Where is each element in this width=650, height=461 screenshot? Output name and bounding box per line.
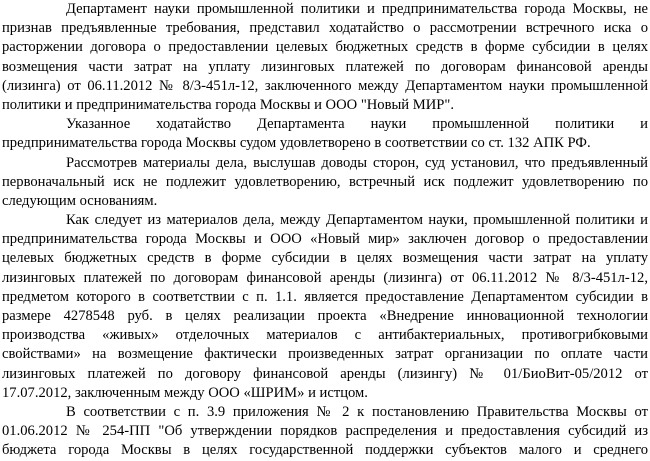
paragraph-subsidy-contract xyxy=(2,211,648,403)
text-line: предметом которого в соответствии с п. 1.1. является предоставление Департаментом субсидии в xyxy=(2,288,648,305)
text-line: Департамент науки промышленной политики и предпринимательства города Москвы, не xyxy=(66,1,648,17)
text-line: 01.06.2012 № 254-ПП "Об утверждении порядков распределения и предоставления субсидий из xyxy=(2,423,648,440)
text-line: Как следует из материалов дела, между Департаментом науки, промышленной политики и xyxy=(66,212,648,229)
document-page xyxy=(2,0,648,461)
text-line: первоначальный иск не подлежит удовлетворению, встречный иск подлежит удовлетворению по xyxy=(2,173,648,190)
text-line: свойствами» на возмещение фактически произведенных затрат организации по оплате части xyxy=(2,346,648,363)
text-line: следующим основаниям. xyxy=(2,192,158,209)
paragraph-court-findings xyxy=(2,154,648,212)
text-line: лизинговых платежей по договорам финансовой аренды (лизинга) от 06.11.2012 № 8/3-451л-12, xyxy=(2,269,648,286)
paragraph-motion-granted xyxy=(2,115,648,153)
text-line: бюджета города Москвы в целях государственной поддержки субъектов малого и среднего xyxy=(2,442,648,459)
text-line: производства «живых» отделочных материалов с антибактериальных, противогрибковыми xyxy=(2,327,648,344)
text-line: предпринимательства города Москвы судом удовлетворено в соответствии со ст. 132 АПК РФ. xyxy=(2,135,591,152)
text-line: целевых бюджетных средств в форме субсидии в целях возмещения части затрат на уплату xyxy=(2,250,648,267)
text-line: (лизинга) от 06.11.2012 № 8/3-451л-12, заключенного между Департаментом науки промышленной xyxy=(2,77,648,94)
text-line: политики и предпринимательства города Москвы и ООО "Новый МИР". xyxy=(2,96,454,113)
text-line: В соответствии с п. 3.9 приложения № 2 к постановлению Правительства Москвы от xyxy=(66,403,648,420)
paragraph-counterclaim-motion xyxy=(2,0,648,115)
text-line: Указанное ходатайство Департамента науки промышленной политики и xyxy=(66,116,648,133)
text-line: предпринимательства города Москвы и ООО «Новый мир» заключен договор о предоставлении xyxy=(2,231,648,248)
text-line: размере 4278548 руб. в целях реализации проекта «Внедрение инновационной технологии xyxy=(2,308,648,324)
text-line: 17.07.2012, заключенным между ООО «ШРИМ» и истцом. xyxy=(2,384,368,401)
text-line: возмещения части затрат на уплату лизинговых платежей по договорам финансовой аренды xyxy=(2,58,648,75)
text-line: признав предъявленные требования, представил ходатайство о рассмотрении встречного иска о xyxy=(2,20,648,37)
text-line: Рассмотрев материалы дела, выслушав доводы сторон, суд установил, что предъявленный xyxy=(66,154,648,171)
text-line: лизинговых платежей по договору финансовой аренды (лизингу) № 01/БиоВит-05/2012 от xyxy=(2,365,648,382)
text-line: расторжении договора о предоставлении целевых бюджетных средств в форме субсидии в целях xyxy=(2,39,648,56)
paragraph-government-decree xyxy=(2,403,648,461)
